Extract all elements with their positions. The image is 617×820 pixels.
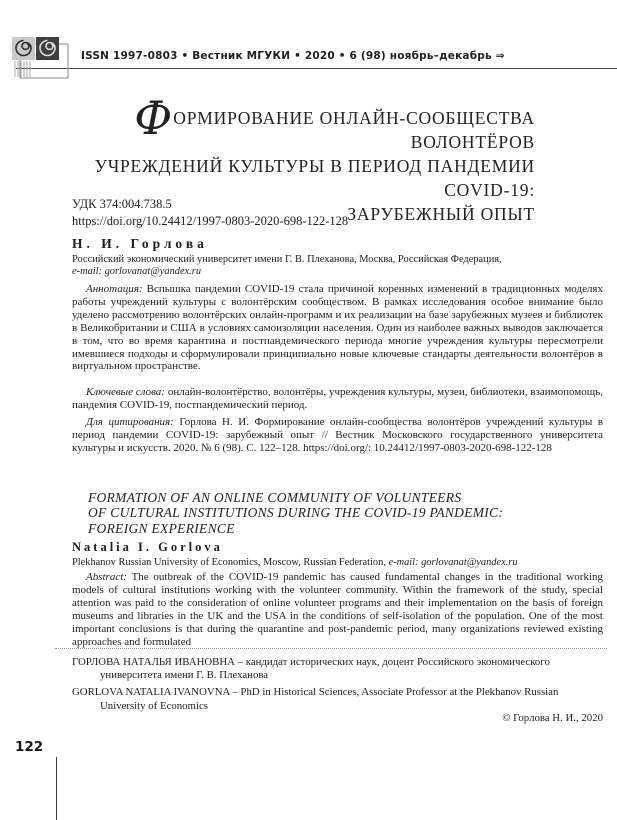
copyright-notice: © Горлова Н. И., 2020 xyxy=(502,712,603,724)
page-number: 122 xyxy=(15,739,44,755)
author-bios xyxy=(72,656,603,717)
section-divider xyxy=(55,648,607,649)
author-affiliation-ru: Российский экономический университет имени Г. В. Плеханова, Москва, Российская Федерация, xyxy=(72,254,502,265)
keywords-ru-text: онлайн-волонтёрство, волонтёры, учреждения культуры, музеи, библиотеки, взаимопомощь, пандемия COVID-19, постпандемический период. xyxy=(72,386,604,411)
title-en-line-1: FORMATION OF AN ONLINE COMMUNITY OF VOLUNTEERS xyxy=(88,490,462,505)
column-capital-logo-icon xyxy=(12,36,70,87)
abstract-en-label: Abstract: xyxy=(86,571,127,583)
header-rule xyxy=(16,68,617,69)
author-name-ru: Н. И. Горлова xyxy=(72,236,208,251)
udc-number: УДК 374:004.738.5 xyxy=(72,197,172,211)
keywords-ru-label: Ключевые слова: xyxy=(86,386,165,398)
author-block-ru xyxy=(72,236,502,278)
doi-link[interactable]: https://doi.org/10.24412/1997-0803-2020-698-122-128 xyxy=(72,213,349,228)
title-line-3: ЗАРУБЕЖНЫЙ ОПЫТ xyxy=(347,204,535,224)
keywords-ru xyxy=(72,386,603,412)
title-line-1: ОРМИРОВАНИЕ ОНЛАЙН-СООБЩЕСТВА ВОЛОНТЁРОВ xyxy=(173,108,535,152)
abstract-ru-label: Аннотация: xyxy=(86,283,143,295)
author-block-en xyxy=(72,540,518,569)
bio-en: GORLOVA NATALIA IVANOVNA – PhD in Historical Sciences, Associate Professor at the Plekhanov Russian University of Economics xyxy=(72,686,559,712)
author-email-ru: e-mail: gorlovanat@yandex.ru xyxy=(72,265,202,277)
page-edge-rule xyxy=(56,757,57,820)
title-en-line-2: OF CULTURAL INSTITUTIONS DURING THE COVID-19 PANDEMIC: xyxy=(88,505,504,521)
issn-journal-line: ISSN 1997-0803 • Вестник МГУКИ • 2020 • 6 (98) ноябрь–декабрь ⇒ xyxy=(81,50,505,62)
bio-ru: ГОРЛОВА НАТАЛЬЯ ИВАНОВНА – кандидат исторических наук, доцент Российского экономического университета имени Г. В. Плеханова xyxy=(72,656,550,682)
article-meta xyxy=(72,196,348,229)
title-dropcap: Ф xyxy=(134,91,173,145)
title-line-2: УЧРЕЖДЕНИЙ КУЛЬТУРЫ В ПЕРИОД ПАНДЕМИИ COVID-19: xyxy=(94,156,535,200)
citation-label: Для цитирования: xyxy=(86,416,174,428)
citation-text: Горлова Н. И. Формирование онлайн-сообщества волонтёров учреждений культуры в период пандемии COVID-19: зарубежный опыт // Вестник Московского государственного университета культуры и искусств. 2020. № 6 (98). С. 122–128. https://doi.org/: 10.24412/1997-0803-2020-698-122-128 xyxy=(72,416,603,455)
author-name-en: Natalia I. Gorlova xyxy=(72,540,223,554)
citation-note xyxy=(72,416,603,456)
author-email-en: e-mail: gorlovanat@yandex.ru xyxy=(388,557,518,568)
abstract-ru-text: Вспышка пандемии COVID-19 стала причиной коренных изменений в традиционных моделях работы учреждений культуры с волонтёрским сообществом. В рамках исследования особое внимание было уделено рассмотрению волонтёрских онлайн-программ и их реализации на базе зарубежных музеев и библиотек в Великобритании и США в условиях самоизоляции населения. Один из наиболее важных выводов заключается в том, что во время карантина и постпандемического периода многие учреждения культуры пересмотрели имевшиеся подходы и сформулировали принципиально новые ключевые стандарты деятельности волонтёров в виртуальном пространстве. xyxy=(72,283,603,373)
title-en-line-3: FOREIGN EXPERIENCE xyxy=(88,520,235,536)
author-affiliation-en: Plekhanov Russian University of Economics, Moscow, Russian Federation, xyxy=(72,557,389,568)
article-title-en xyxy=(88,490,603,536)
abstract-en-text: The outbreak of the COVID-19 pandemic has caused fundamental changes in the traditional working models of cultural institutions working with the volunteer community. Within the framework of the study, special attention was paid to the consideration of online volunteer programs and their implementation on the basis of foreign museums and libraries in the UK and the USA in the conditions of self-isolation of the population. One of the most important conclusions is that during the quarantine and post-pandemic period, many organizations reviewed existing approaches and formulated xyxy=(72,571,603,648)
abstract-ru xyxy=(72,283,603,373)
abstract-en xyxy=(72,571,603,649)
